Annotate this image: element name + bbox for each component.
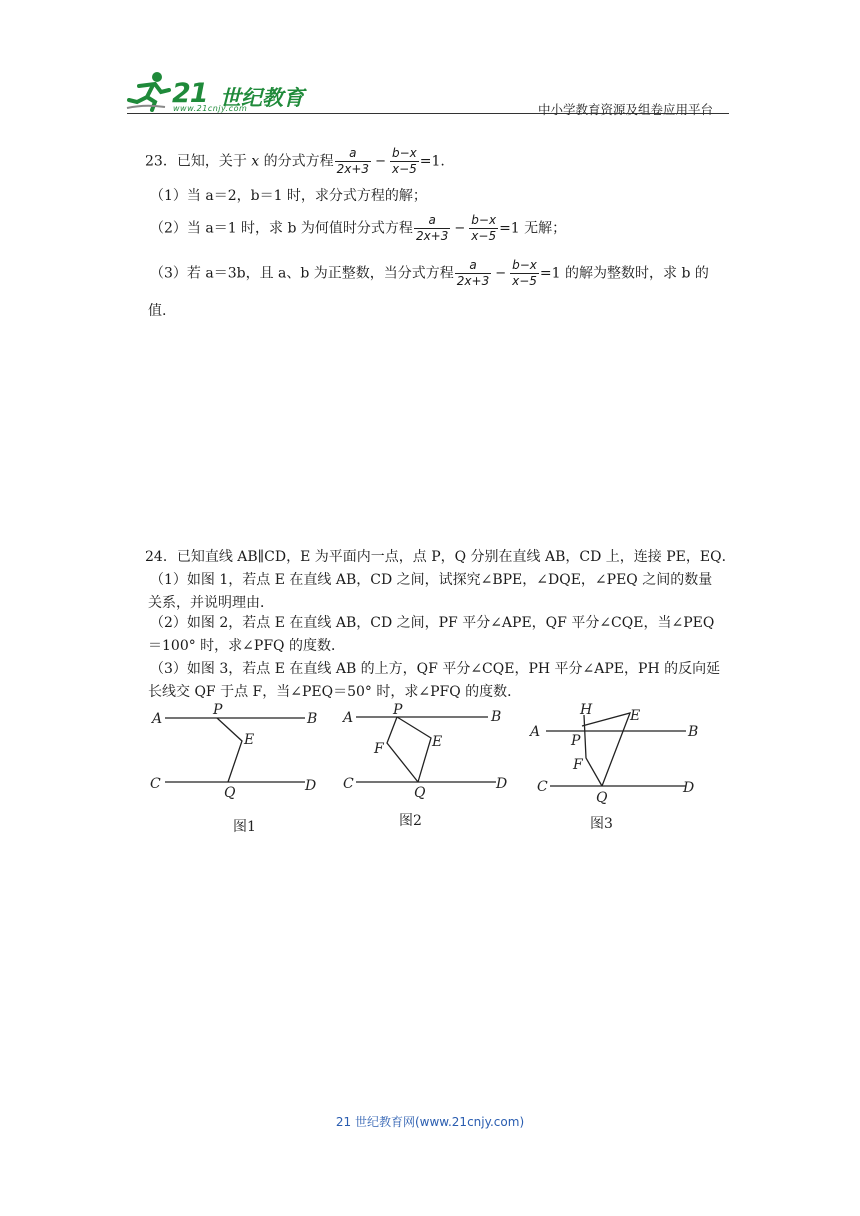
q23-part2-end: =1 无解； — [499, 220, 567, 237]
q23-part2 — [150, 213, 566, 244]
runner-icon — [125, 70, 173, 112]
fig3-path-hfq — [584, 715, 602, 786]
fig2-label-q: Q — [414, 785, 426, 801]
fraction-bx-over-x5: $\frac{b-x}{x-5}$ — [471, 213, 497, 243]
minus-sign: − — [495, 265, 507, 281]
q23-intro-b: 的分式方程 — [263, 153, 334, 170]
fig3-label-b: B — [688, 724, 699, 740]
q24-intro — [145, 547, 736, 567]
q23-intro — [145, 146, 445, 177]
q24-part1-b: 关系，并说明理由． — [148, 595, 274, 611]
fig2-label-a: A — [343, 710, 354, 726]
fig3-label-e: E — [630, 708, 641, 724]
q23-part2-text: （2）当 a＝1 时，求 b 为何值时分式方程 — [150, 220, 413, 237]
q24-part1-a: （1）如图 1，若点 E 在直线 AB，CD 之间，试探究∠BPE，∠DQE，∠PEQ 之间的数量 — [150, 572, 713, 588]
logo-text: 世纪教育 — [220, 86, 304, 110]
fig3-label-q: Q — [596, 790, 608, 806]
fig1-label-q: Q — [224, 785, 236, 801]
q24-part2-b: ＝100° 时，求∠PFQ 的度数． — [148, 638, 345, 654]
q24-part2-a: （2）如图 2，若点 E 在直线 AB，CD 之间，PF 平分∠APE，QF 平分∠CQE，当∠PEQ — [150, 615, 715, 631]
fig2-label-d: D — [496, 776, 508, 792]
q23-intro-a: 已知，关于 — [176, 153, 247, 170]
q24-intro-text: 已知直线 AB∥CD，E 为平面内一点，点 P，Q 分别在直线 AB，CD 上，连接 PE，EQ． — [176, 549, 736, 565]
fig2-label-c: C — [343, 776, 354, 792]
fig1-label-p: P — [213, 702, 223, 718]
header-divider — [127, 113, 729, 114]
logo-url: www.21cnjy.com — [173, 104, 248, 113]
fig1-caption: 图1 — [233, 819, 256, 835]
minus-sign: − — [454, 220, 466, 236]
fraction-bx-over-x5: $\frac{b-x}{x-5}$ — [391, 146, 417, 176]
q23-part3 — [150, 258, 709, 289]
fig3-path-peq — [582, 713, 630, 786]
fig1-path-peq — [217, 718, 242, 782]
fig3-label-h: H — [580, 702, 593, 718]
q23-equals: =1. — [419, 153, 445, 170]
q23-intro-var: x — [251, 153, 260, 170]
fig1-label-e: E — [244, 732, 255, 748]
fig2-label-p: P — [393, 702, 403, 718]
fraction-bx-over-x5: $\frac{b-x}{x-5}$ — [512, 258, 537, 288]
fig3-label-p: P — [571, 733, 581, 749]
fig3-label-f: F — [573, 757, 583, 773]
footer-link[interactable]: 21 世纪教育网(www.21cnjy.com) — [335, 1115, 525, 1129]
fraction-a-over-2x3: $\frac{a}{2x+3}$ — [336, 146, 370, 176]
fig3-label-c: C — [537, 779, 548, 795]
q23-part3-end: =1 的解为整数时，求 b 的 — [539, 265, 709, 282]
q23-part1: （1）当 a＝2，b＝1 时，求分式方程的解； — [150, 188, 427, 204]
fig2-label-e: E — [432, 734, 443, 750]
fig1-label-a: A — [152, 711, 163, 727]
fig2-caption: 图2 — [399, 813, 422, 829]
logo-number: 21 — [172, 78, 208, 109]
fig2-label-b: B — [491, 709, 502, 725]
fig2-label-f: F — [374, 741, 384, 757]
fig3-caption: 图3 — [590, 816, 613, 832]
fraction-a-over-2x3: $\frac{a}{2x+3}$ — [456, 258, 490, 288]
fig3-label-a: A — [530, 724, 541, 740]
q23-part3-text: （3）若 a＝3b，且 a、b 为正整数，当分式方程 — [150, 265, 454, 282]
header-platform-text: 中小学教育资源及组卷应用平台 — [538, 102, 714, 117]
q23-part3-cont: 值. — [148, 303, 167, 319]
fig2-path-peq — [397, 717, 431, 782]
fig1-label-b: B — [307, 711, 318, 727]
fig3-label-d: D — [683, 780, 695, 796]
q23-number: 23． — [145, 153, 177, 170]
fig1-label-d: D — [305, 778, 317, 794]
q24-number: 24． — [145, 549, 177, 565]
q24-part3-a: （3）如图 3，若点 E 在直线 AB 的上方，QF 平分∠CQE，PH 平分∠APE，PH 的反向延 — [150, 661, 721, 677]
fig1-label-c: C — [150, 776, 161, 792]
logo — [125, 70, 173, 112]
minus-sign: − — [375, 153, 386, 169]
geometry-figures — [140, 698, 740, 838]
q24-part3-b: 长线交 QF 于点 F，当∠PEQ＝50° 时，求∠PFQ 的度数． — [148, 684, 522, 700]
fraction-a-over-2x3: $\frac{a}{2x+3}$ — [415, 213, 449, 243]
